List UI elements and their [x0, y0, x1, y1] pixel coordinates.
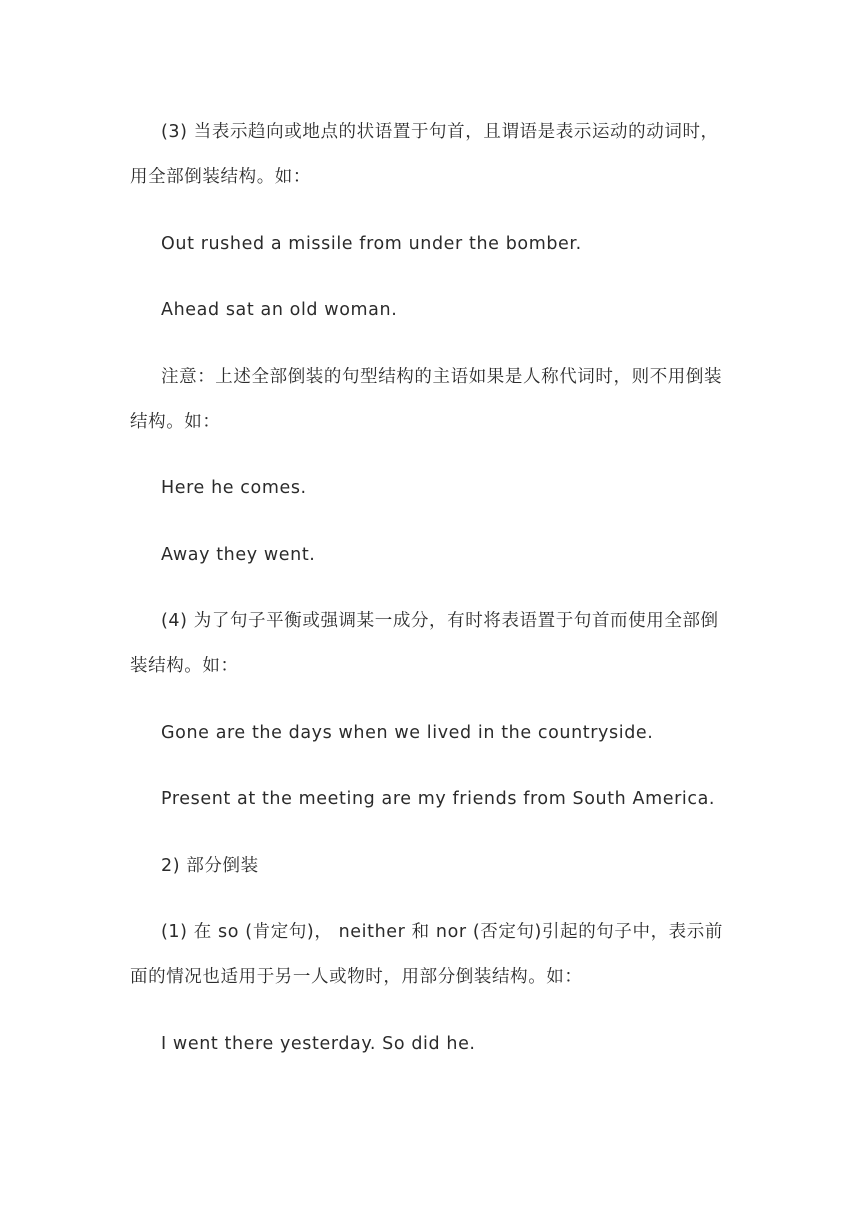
example-sentence-missile: Out rushed a missile from under the bomber.: [161, 233, 582, 254]
paragraph-full-inversion-rule-3: (3) 当表示趋向或地点的状语置于句首，且谓语是表示运动的动词时，用全部倒装结构。如：: [130, 122, 719, 187]
paragraph-full-inversion-rule-4: (4) 为了句子平衡或强调某一成分，有时将表语置于句首而使用全部倒装结构。如：: [130, 611, 719, 676]
paragraph-partial-inversion-rule-1: (1) 在 so (肯定句)， neither 和 nor (否定句)引起的句子中，表示前面的情况也适用于另一人或物时，用部分倒装结构。如：: [130, 922, 723, 987]
paragraph-note-pronoun-subject: 注意：上述全部倒装的句型结构的主语如果是人称代词时，则不用倒装结构。如：: [130, 366, 723, 432]
document-body: [130, 110, 730, 1088]
example-sentence-gone-are-the-days: Gone are the days when we lived in the countryside.: [161, 722, 654, 743]
example-sentence-so-did-he: I went there yesterday. So did he.: [161, 1033, 476, 1054]
example-sentence-away-they-went: Away they went.: [161, 544, 316, 565]
example-sentence-old-woman: Ahead sat an old woman.: [161, 300, 398, 320]
example-sentence-present-at-meeting: Present at the meeting are my friends from South America.: [161, 789, 716, 809]
example-sentence-here-he-comes: Here he comes.: [161, 478, 307, 498]
section-heading-partial-inversion: 2) 部分倒装: [161, 855, 259, 876]
